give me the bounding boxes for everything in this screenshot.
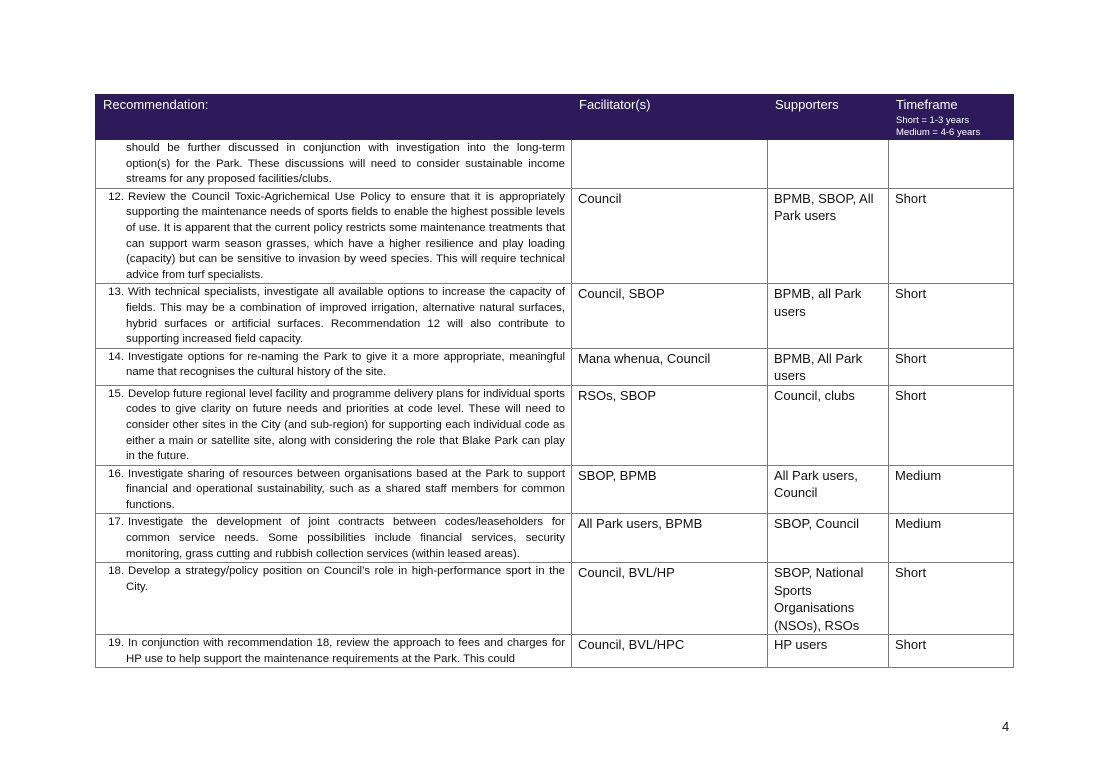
recommendation-number: 18. bbox=[108, 565, 124, 578]
facilitators-cell: All Park users, BPMB bbox=[572, 514, 768, 563]
recommendation-number: 19. bbox=[108, 637, 124, 650]
recommendation-text: should be further discussed in conjunction with investigation into the long-term option(s) for the Park. These discussions will need to consider sustainable income streams for any proposed facilities/clubs. bbox=[126, 142, 565, 186]
timeframe-cell: Short bbox=[889, 385, 1014, 465]
recommendation-text: Investigate sharing of resources between organisations based at the Park to support financial and operational sustainability, such as a shared staff members for common functions. bbox=[126, 467, 565, 511]
recommendation-number: 12. bbox=[108, 190, 124, 203]
header-timeframe bbox=[889, 95, 1014, 140]
recommendation-text: In conjunction with recommendation 18, review the approach to fees and charges for HP use to help support the maintenance requirements at the Park. This could bbox=[126, 637, 565, 665]
recommendations-table bbox=[95, 94, 1014, 668]
supporters-cell: SBOP, National Sports Organisations (NSOs), RSOs bbox=[768, 563, 889, 635]
table-body bbox=[96, 140, 1014, 668]
timeframe-cell: Short bbox=[889, 563, 1014, 635]
header-timeframe-medium: Medium = 4-6 years bbox=[896, 127, 981, 138]
recommendation-number: 16. bbox=[108, 467, 124, 480]
table-row bbox=[96, 465, 1014, 514]
table-row bbox=[96, 514, 1014, 563]
supporters-cell: HP users bbox=[768, 635, 889, 668]
table-row bbox=[96, 284, 1014, 348]
recommendation-number: 15. bbox=[108, 387, 124, 400]
supporters-cell: BPMB, SBOP, All Park users bbox=[768, 188, 889, 284]
recommendation-cell bbox=[96, 465, 572, 514]
supporters-cell: All Park users, Council bbox=[768, 465, 889, 514]
table-row bbox=[96, 635, 1014, 668]
recommendation-cell bbox=[96, 348, 572, 385]
facilitators-cell: Council, BVL/HP bbox=[572, 563, 768, 635]
table-row bbox=[96, 188, 1014, 284]
page-number: 4 bbox=[1002, 719, 1010, 734]
recommendation-text: Investigate the development of joint contracts between codes/leaseholders for common service needs. Some possibilities include financial services, security monitoring, grass cutting and rubbish collection services (within leased areas). bbox=[126, 516, 565, 560]
header-supporters: Supporters bbox=[768, 95, 889, 140]
recommendation-cell bbox=[96, 188, 572, 284]
timeframe-cell: Short bbox=[889, 188, 1014, 284]
facilitators-cell bbox=[572, 140, 768, 189]
header-facilitators: Facilitator(s) bbox=[572, 95, 768, 140]
facilitators-cell: RSOs, SBOP bbox=[572, 385, 768, 465]
table-row bbox=[96, 348, 1014, 385]
supporters-cell: Council, clubs bbox=[768, 385, 889, 465]
timeframe-cell: Short bbox=[889, 284, 1014, 348]
recommendation-number: 17. bbox=[108, 516, 124, 529]
recommendation-cell bbox=[96, 514, 572, 563]
recommendation-text: Develop future regional level facility and programme delivery plans for individual sports codes to give clarity on future needs and priorities at code level. These will need to consider other sites in the City (and sub-region) for supporting each individual code as either a main or satellite site, along with considering the role that Blake Park can play in the future. bbox=[126, 387, 565, 463]
supporters-cell: BPMB, all Park users bbox=[768, 284, 889, 348]
facilitators-cell: SBOP, BPMB bbox=[572, 465, 768, 514]
facilitators-cell: Council bbox=[572, 188, 768, 284]
facilitators-cell: Council, BVL/HPC bbox=[572, 635, 768, 668]
supporters-cell: BPMB, All Park users bbox=[768, 348, 889, 385]
recommendation-text: Develop a strategy/policy position on Council’s role in high-performance sport in the City. bbox=[126, 565, 565, 593]
timeframe-cell: Medium bbox=[889, 465, 1014, 514]
recommendation-cell bbox=[96, 140, 572, 189]
recommendation-number: 13. bbox=[108, 286, 124, 299]
table-row bbox=[96, 385, 1014, 465]
recommendation-cell bbox=[96, 563, 572, 635]
header-row bbox=[96, 95, 1014, 140]
facilitators-cell: Council, SBOP bbox=[572, 284, 768, 348]
timeframe-cell bbox=[889, 140, 1014, 189]
timeframe-cell: Short bbox=[889, 635, 1014, 668]
recommendation-text: Investigate options for re-naming the Park to give it a more appropriate, meaningful name that recognises the cultural history of the site. bbox=[126, 350, 565, 379]
table-header bbox=[96, 95, 1014, 140]
table-row bbox=[96, 563, 1014, 635]
facilitators-cell: Mana whenua, Council bbox=[572, 348, 768, 385]
recommendation-number: 14. bbox=[108, 350, 124, 363]
table-row bbox=[96, 140, 1014, 189]
supporters-cell: SBOP, Council bbox=[768, 514, 889, 563]
recommendation-text: Review the Council Toxic-Agrichemical Use Policy to ensure that it is appropriately supporting the maintenance needs of sports fields to enable the highest possible levels of use. It is apparent that the current policy restricts some maintenance treatments that can support warm season grasses, which have a higher resilience and play loading (capacity) but can be sensitive to invasion by weed species. This will require technical advice from turf specialists. bbox=[126, 190, 565, 281]
timeframe-cell: Medium bbox=[889, 514, 1014, 563]
recommendation-cell bbox=[96, 635, 572, 668]
recommendation-cell bbox=[96, 284, 572, 348]
recommendation-text: With technical specialists, investigate all available options to increase the capacity of fields. This may be a combination of improved irrigation, alternative natural surfaces, hybrid surfaces or artificial surfaces. Recommendation 12 will also contribute to supporting increased field capacity. bbox=[126, 286, 565, 346]
timeframe-cell: Short bbox=[889, 348, 1014, 385]
header-timeframe-label: Timeframe bbox=[896, 97, 958, 112]
recommendation-cell bbox=[96, 385, 572, 465]
header-recommendation: Recommendation: bbox=[96, 95, 572, 140]
recommendations-table-wrapper bbox=[95, 94, 1013, 668]
header-timeframe-short: Short = 1-3 years bbox=[896, 115, 970, 126]
supporters-cell bbox=[768, 140, 889, 189]
